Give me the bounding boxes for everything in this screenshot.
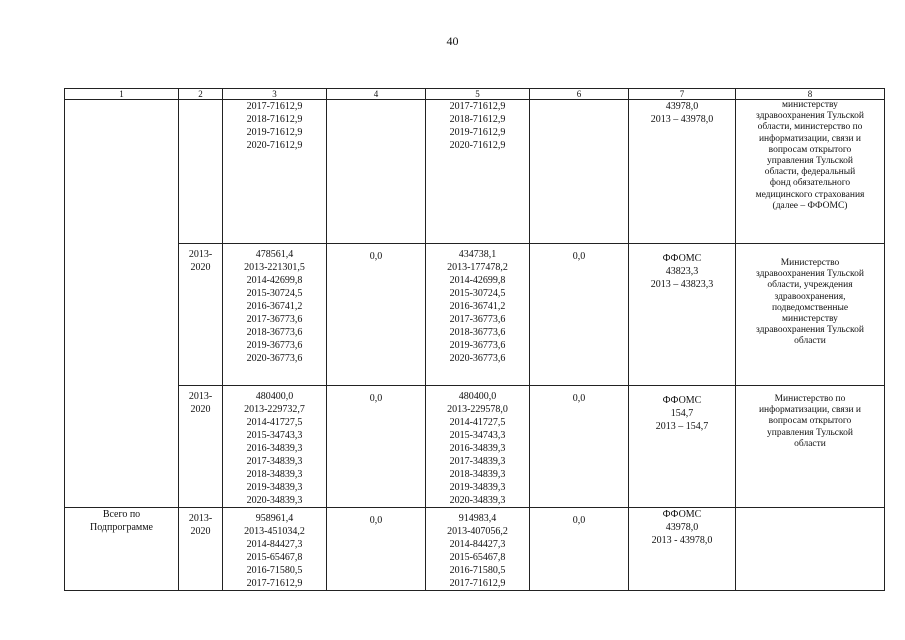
cell-line: Подпрограмме — [89, 522, 153, 533]
header-col-8: 8 — [736, 89, 885, 100]
cell-col-5 — [426, 100, 530, 244]
cell-line: 2014-41727,5 — [246, 417, 303, 428]
responsible-line: Министерство по — [774, 394, 846, 404]
cell-line: 958961,4 — [255, 513, 294, 524]
responsible-line: вопросам открытого — [768, 416, 852, 427]
cell-line: 2020-36773,6 — [449, 353, 506, 364]
cell-col-1 — [65, 244, 179, 386]
cell-col-4 — [327, 244, 426, 386]
cell-line: 2020-36773,6 — [246, 353, 303, 364]
header-col-2: 2 — [179, 89, 223, 100]
responsible-line: вопросам открытого — [768, 144, 852, 155]
cell-col-2 — [179, 386, 223, 508]
cell-line: ФФОМС — [662, 395, 702, 406]
table-row — [65, 100, 885, 244]
responsible-line: области, министерство по — [757, 122, 863, 133]
cell-value: 0,0 — [572, 251, 586, 262]
cell-line: 2013-229732,7 — [244, 404, 305, 415]
cell-line: 2020 — [190, 404, 211, 415]
cell-col-6 — [530, 386, 629, 508]
cell-line: 43978,0 — [665, 101, 699, 112]
cell-line: 43823,3 — [665, 266, 699, 277]
cell-line: 2017-71612,9 — [246, 578, 303, 589]
cell-line: 2013-451034,2 — [244, 526, 305, 537]
cell-col-4 — [327, 508, 426, 591]
cell-line: 2018-36773,6 — [246, 327, 303, 338]
cell-line: 2014-42699,8 — [449, 275, 506, 286]
cell-line: 2018-36773,6 — [449, 327, 506, 338]
cell-line: 2013 - 43978,0 — [651, 535, 713, 546]
cell-line: 480400,0 — [458, 391, 497, 402]
responsible-line: области — [794, 336, 826, 347]
table-row — [65, 508, 885, 591]
cell-col-3 — [223, 244, 327, 386]
cell-line: 2020-34839,3 — [449, 495, 506, 506]
cell-col-5 — [426, 244, 530, 386]
cell-line: 2014-42699,8 — [246, 275, 303, 286]
cell-col-3 — [223, 508, 327, 591]
cell-line: 2015-34743,3 — [449, 430, 506, 441]
cell-col-2 — [179, 100, 223, 244]
cell-col-6 — [530, 508, 629, 591]
responsible-line: здравоохранения Тульской — [756, 269, 864, 280]
cell-line: 2013-229578,0 — [447, 404, 508, 415]
responsible-line: фонд обязательного — [769, 178, 851, 189]
table-row — [65, 386, 885, 508]
cell-line: 2013-407056,2 — [447, 526, 508, 537]
cell-value: 0,0 — [369, 515, 383, 526]
cell-col-2 — [179, 508, 223, 591]
cell-line: 2017-36773,6 — [449, 314, 506, 325]
header-col-1: 1 — [65, 89, 179, 100]
cell-line: ФФОМС — [662, 253, 702, 264]
cell-col-7 — [629, 244, 736, 386]
header-col-3: 3 — [223, 89, 327, 100]
responsible-line: области — [794, 438, 826, 449]
cell-line: 2013 – 43823,3 — [650, 279, 714, 290]
cell-line: 2020-34839,3 — [246, 495, 303, 506]
cell-line: 2017-34839,3 — [246, 456, 303, 467]
responsible-line: медицинского страхования — [755, 189, 865, 200]
cell-col-8 — [736, 100, 885, 244]
responsible-line: области, федеральный — [764, 167, 856, 178]
cell-line: 480400,0 — [255, 391, 294, 402]
cell-line: 2013- — [188, 391, 213, 402]
cell-line: 2018-34839,3 — [246, 469, 303, 480]
responsible-line: здравоохранения, — [774, 291, 846, 302]
table-row — [65, 244, 885, 386]
cell-line: 2017-71612,9 — [246, 101, 303, 112]
responsible-line: здравоохранения Тульской — [756, 111, 864, 122]
responsible-line: подведомственные — [771, 302, 849, 313]
cell-line: 2016-71580,5 — [246, 565, 303, 576]
responsible-line: (далее – ФФОМС) — [772, 200, 848, 211]
cell-line: 2019-36773,6 — [246, 340, 303, 351]
cell-line: 2020 — [190, 262, 211, 273]
cell-line: 2019-34839,3 — [449, 482, 506, 493]
cell-line: 2017-34839,3 — [449, 456, 506, 467]
cell-line: 2019-34839,3 — [246, 482, 303, 493]
responsible-line: информатизации, связи и — [758, 133, 862, 144]
cell-line: 2017-71612,9 — [449, 101, 506, 112]
cell-line: 2018-71612,9 — [246, 114, 303, 125]
cell-line: 2019-71612,9 — [246, 127, 303, 138]
cell-value: 0,0 — [369, 251, 383, 262]
cell-col-7 — [629, 508, 736, 591]
cell-line: 2020 — [190, 526, 211, 537]
cell-col-3 — [223, 386, 327, 508]
cell-line: 43978,0 — [665, 522, 699, 533]
responsible-line: Министерство — [780, 258, 840, 268]
cell-col-2 — [179, 244, 223, 386]
header-col-4: 4 — [327, 89, 426, 100]
cell-line: 2020-71612,9 — [449, 140, 506, 151]
cell-line: 2018-71612,9 — [449, 114, 506, 125]
cell-col-8 — [736, 508, 885, 591]
cell-col-6 — [530, 244, 629, 386]
cell-col-1 — [65, 508, 179, 591]
cell-line: 2013 – 154,7 — [655, 421, 709, 432]
responsible-line: управления Тульской — [767, 427, 853, 438]
cell-col-8 — [736, 244, 885, 386]
cell-line: 2013-177478,2 — [447, 262, 508, 273]
responsible-line: здравоохранения Тульской — [756, 325, 864, 336]
cell-col-6 — [530, 100, 629, 244]
cell-line: 2020-71612,9 — [246, 140, 303, 151]
cell-line: 2013 – 43978,0 — [650, 114, 714, 125]
cell-line: 2015-30724,5 — [246, 288, 303, 299]
cell-line: 478561,4 — [255, 249, 294, 260]
header-col-6: 6 — [530, 89, 629, 100]
header-col-7: 7 — [629, 89, 736, 100]
cell-line: 2017-36773,6 — [246, 314, 303, 325]
cell-col-1 — [65, 386, 179, 508]
cell-col-4 — [327, 100, 426, 244]
cell-col-7 — [629, 100, 736, 244]
cell-line: 2016-71580,5 — [449, 565, 506, 576]
cell-line: 2019-36773,6 — [449, 340, 506, 351]
cell-col-5 — [426, 508, 530, 591]
cell-col-3 — [223, 100, 327, 244]
cell-line: Всего по — [102, 509, 141, 520]
responsible-line: министерству — [782, 100, 838, 110]
cell-col-5 — [426, 386, 530, 508]
responsible-line: министерству — [782, 314, 838, 325]
cell-line: 2014-41727,5 — [449, 417, 506, 428]
cell-line: 2015-65467,8 — [449, 552, 506, 563]
cell-value: 0,0 — [572, 515, 586, 526]
cell-line: 2016-34839,3 — [449, 443, 506, 454]
cell-line: 2013-221301,5 — [244, 262, 305, 273]
cell-col-7 — [629, 386, 736, 508]
cell-line: 2016-36741,2 — [449, 301, 506, 312]
responsible-line: области, учреждения — [767, 280, 853, 291]
cell-col-8 — [736, 386, 885, 508]
cell-col-4 — [327, 386, 426, 508]
cell-line: 2016-34839,3 — [246, 443, 303, 454]
header-col-5: 5 — [426, 89, 530, 100]
cell-value: 0,0 — [369, 393, 383, 404]
responsible-line: информатизации, связи и — [758, 405, 862, 416]
cell-line: 2014-84427,3 — [246, 539, 303, 550]
cell-value: 0,0 — [572, 393, 586, 404]
cell-line: 2013- — [188, 249, 213, 260]
cell-line: 2017-71612,9 — [449, 578, 506, 589]
cell-line: 2018-34839,3 — [449, 469, 506, 480]
responsible-line: управления Тульской — [767, 156, 853, 167]
budget-table — [64, 88, 885, 591]
cell-line: 2015-34743,3 — [246, 430, 303, 441]
cell-line: 2014-84427,3 — [449, 539, 506, 550]
cell-line: 2013- — [188, 513, 213, 524]
cell-col-1 — [65, 100, 179, 244]
cell-line: 154,7 — [670, 408, 694, 419]
cell-line: 914983,4 — [458, 513, 497, 524]
header-row — [65, 89, 885, 100]
cell-line: 2015-30724,5 — [449, 288, 506, 299]
page-number: 40 — [446, 34, 459, 48]
cell-line: 434738,1 — [458, 249, 497, 260]
cell-line: 2016-36741,2 — [246, 301, 303, 312]
cell-line: 2015-65467,8 — [246, 552, 303, 563]
cell-line: 2019-71612,9 — [449, 127, 506, 138]
cell-line: ФФОМС — [662, 509, 702, 520]
